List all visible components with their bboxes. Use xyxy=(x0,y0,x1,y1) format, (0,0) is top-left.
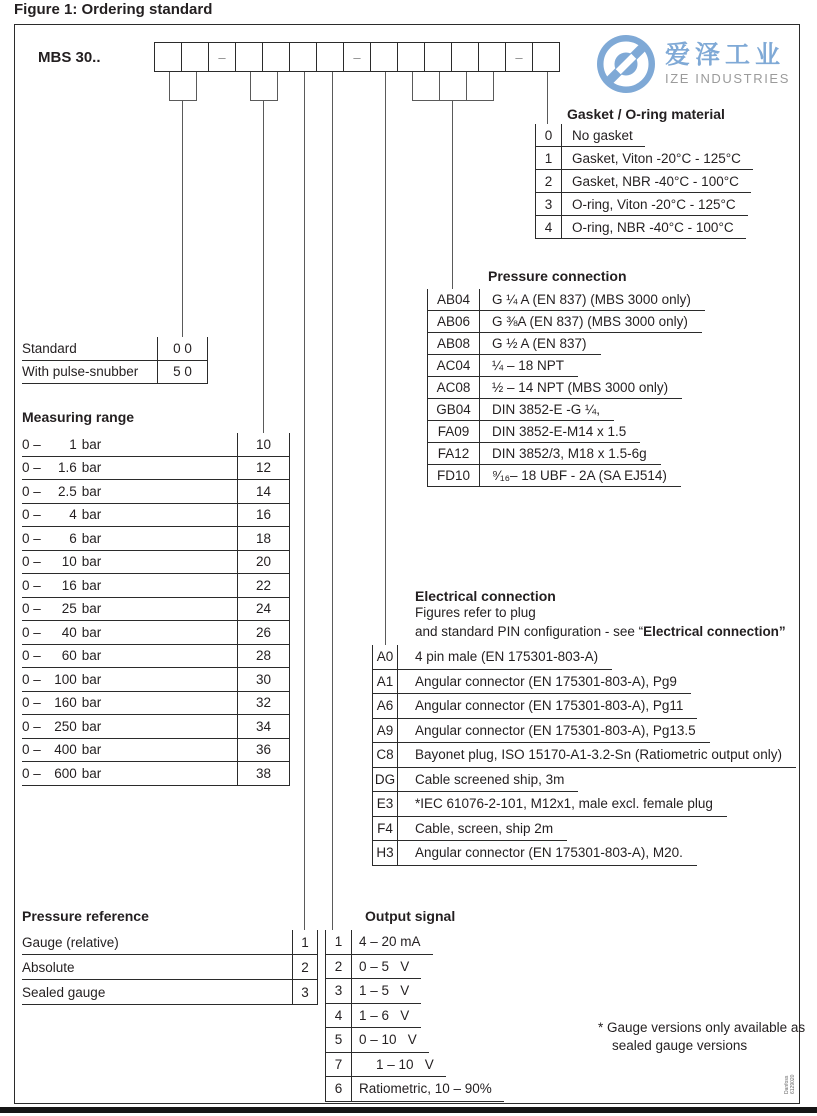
brand-text xyxy=(665,42,790,85)
range-unit: bar xyxy=(81,483,102,499)
range-value: 16 xyxy=(61,577,77,593)
measuring-range-label xyxy=(22,762,237,785)
output-signal-desc: 1 – 6 V xyxy=(352,1004,421,1029)
range-unit: bar xyxy=(81,507,102,523)
measuring-range-label xyxy=(22,433,237,456)
output-signal-code: 2 xyxy=(325,955,352,980)
measuring-range-code: 26 xyxy=(237,621,290,644)
pressure-connection-code: FA12 xyxy=(427,443,480,465)
side-text-line2: 6129020 xyxy=(790,1074,796,1094)
output-signal-code: 6 xyxy=(325,1077,352,1102)
order-code-cell xyxy=(505,42,533,72)
output-signal-desc: 1 – 5 V xyxy=(352,979,421,1004)
measuring-range-label xyxy=(22,692,237,715)
order-code-cell xyxy=(208,42,236,72)
pressure-reference-row xyxy=(22,980,318,1005)
pressure-connection-row xyxy=(427,377,705,399)
standard-label: With pulse-snubber xyxy=(22,364,139,380)
electrical-desc: Angular connector (EN 175301-803-A), Pg9 xyxy=(398,670,691,695)
range-prefix: 0 – xyxy=(22,742,41,758)
measuring-range-row xyxy=(22,551,290,575)
order-code-cell xyxy=(289,42,317,72)
gasket-desc: O-ring, NBR -40°C - 100°C xyxy=(562,216,746,239)
measuring-range-row xyxy=(22,645,290,669)
electrical-desc: Angular connector (EN 175301-803-A), Pg11 xyxy=(398,694,697,719)
ize-logo-icon xyxy=(596,34,656,94)
gasket-row xyxy=(535,147,753,170)
gasket-row xyxy=(535,216,753,239)
output-signal-code: 7 xyxy=(325,1053,352,1078)
range-unit: bar xyxy=(81,671,102,687)
connector-electrical-stem xyxy=(385,72,386,645)
measuring-range-code: 34 xyxy=(237,715,290,738)
range-unit: bar xyxy=(81,436,102,452)
order-code-cell xyxy=(397,42,425,72)
pressure-connection-row xyxy=(427,333,705,355)
range-value: 160 xyxy=(54,695,77,711)
electrical-code: C8 xyxy=(372,743,398,768)
measuring-range-label xyxy=(22,645,237,668)
pressure-reference-label: Gauge (relative) xyxy=(22,934,119,950)
pressure-connection-code: GB04 xyxy=(427,399,480,421)
gasket-row xyxy=(535,193,753,216)
range-prefix: 0 – xyxy=(22,718,41,734)
connector-standard-join xyxy=(169,100,197,101)
range-prefix: 0 – xyxy=(22,554,41,570)
pressure-connection-code: FD10 xyxy=(427,465,480,487)
range-unit: bar xyxy=(81,624,102,640)
gasket-desc: Gasket, NBR -40°C - 100°C xyxy=(562,170,751,193)
pressure-reference-code: 3 xyxy=(292,980,318,1004)
electrical-row xyxy=(372,670,796,695)
electrical-code: H3 xyxy=(372,841,398,866)
order-code-cell xyxy=(316,42,344,72)
standard-table xyxy=(22,337,208,384)
measuring-range-table xyxy=(22,433,290,786)
range-unit: bar xyxy=(81,554,102,570)
connector-pressure-reference-stem xyxy=(304,72,305,930)
range-value: 6 xyxy=(69,530,77,546)
measuring-range-row xyxy=(22,739,290,763)
measuring-range-code: 30 xyxy=(237,668,290,691)
range-value: 1.6 xyxy=(58,460,77,476)
electrical-note-line2: and standard PIN configuration - see “Electrical connection” xyxy=(415,623,786,639)
gasket-code: 0 xyxy=(535,124,562,147)
electrical-desc: Cable, screen, ship 2m xyxy=(398,817,567,842)
range-value: 100 xyxy=(54,671,77,687)
pressure-reference-table xyxy=(22,930,318,1005)
measuring-range-code: 20 xyxy=(237,551,290,574)
electrical-desc: Angular connector (EN 175301-803-A), M20. xyxy=(398,841,697,866)
measuring-range-code: 10 xyxy=(237,433,290,456)
connector-pconn-join xyxy=(412,100,494,101)
electrical-code: A9 xyxy=(372,719,398,744)
output-signal-row xyxy=(325,1028,504,1053)
electrical-row xyxy=(372,817,796,842)
range-prefix: 0 – xyxy=(22,507,41,523)
range-unit: bar xyxy=(81,601,102,617)
standard-row xyxy=(22,361,208,385)
connector-range-right xyxy=(277,72,278,100)
pressure-connection-row xyxy=(427,399,705,421)
output-signal-desc: 1 – 10 V xyxy=(352,1053,446,1078)
electrical-desc: Angular connector (EN 175301-803-A), Pg13.5 xyxy=(398,719,710,744)
output-signal-desc: Ratiometric, 10 – 90% xyxy=(352,1077,504,1102)
output-signal-table xyxy=(325,930,504,1102)
measuring-range-label xyxy=(22,504,237,527)
electrical-desc: Cable screened ship, 3m xyxy=(398,768,578,793)
measuring-range-row xyxy=(22,762,290,786)
output-signal-row xyxy=(325,1004,504,1029)
measuring-range-label xyxy=(22,457,237,480)
order-code-cell xyxy=(532,42,560,72)
brand-name-chinese: 爱泽工业 xyxy=(665,41,786,70)
output-signal-section-title: Output signal xyxy=(365,908,456,924)
measuring-range-row xyxy=(22,668,290,692)
standard-code: 0 0 xyxy=(157,337,208,360)
pressure-connection-desc: ¼ – 18 NPT xyxy=(480,355,578,377)
order-code-cell xyxy=(262,42,290,72)
measuring-range-row xyxy=(22,715,290,739)
pressure-reference-section-title: Pressure reference xyxy=(22,908,149,924)
electrical-code: DG xyxy=(372,768,398,793)
range-unit: bar xyxy=(81,718,102,734)
electrical-code: F4 xyxy=(372,817,398,842)
pressure-connection-table xyxy=(427,289,705,487)
order-code-cell-text: – xyxy=(515,49,523,65)
connector-output-signal-stem xyxy=(332,72,333,930)
pressure-connection-desc: G ⅜A (EN 837) (MBS 3000 only) xyxy=(480,311,702,333)
output-signal-row xyxy=(325,1053,504,1078)
pressure-reference-code: 2 xyxy=(292,955,318,979)
pressure-connection-desc: DIN 3852/3, M18 x 1.5-6g xyxy=(480,443,661,465)
connector-range-left xyxy=(250,72,251,100)
page-bottom-rule xyxy=(0,1107,817,1113)
measuring-range-row xyxy=(22,504,290,528)
measuring-range-label xyxy=(22,715,237,738)
output-signal-desc: 4 – 20 mA xyxy=(352,930,433,955)
measuring-range-row xyxy=(22,692,290,716)
electrical-desc: Bayonet plug, ISO 15170-A1-3.2-Sn (Ratiometric output only) xyxy=(398,743,796,768)
brand-logo xyxy=(596,34,790,94)
gasket-table xyxy=(535,124,753,239)
range-prefix: 0 – xyxy=(22,483,41,499)
pressure-connection-row xyxy=(427,289,705,311)
order-code-cell-text: – xyxy=(218,49,226,65)
measuring-range-row xyxy=(22,457,290,481)
output-signal-desc: 0 – 10 V xyxy=(352,1028,429,1053)
standard-row xyxy=(22,337,208,361)
order-code-cell xyxy=(478,42,506,72)
pressure-reference-row xyxy=(22,930,318,955)
measuring-range-code: 18 xyxy=(237,527,290,550)
pressure-connection-section-title: Pressure connection xyxy=(488,268,627,284)
gasket-code: 2 xyxy=(535,170,562,193)
connector-gasket-stem xyxy=(547,72,548,124)
pressure-connection-row xyxy=(427,443,705,465)
measuring-range-code: 12 xyxy=(237,457,290,480)
connector-pconn-stem xyxy=(452,100,453,289)
range-value: 60 xyxy=(61,648,77,664)
measuring-range-label xyxy=(22,551,237,574)
order-code-cell xyxy=(370,42,398,72)
measuring-range-row xyxy=(22,433,290,457)
pressure-connection-code: AC08 xyxy=(427,377,480,399)
order-code-cell xyxy=(343,42,371,72)
electrical-row xyxy=(372,645,796,670)
output-signal-row xyxy=(325,1077,504,1102)
output-signal-code: 1 xyxy=(325,930,352,955)
side-text-line1: Danfoss xyxy=(784,1075,790,1094)
electrical-code: A6 xyxy=(372,694,398,719)
range-value: 4 xyxy=(69,507,77,523)
range-unit: bar xyxy=(81,695,102,711)
measuring-range-code: 16 xyxy=(237,504,290,527)
order-code-boxes xyxy=(155,42,560,72)
gasket-desc: No gasket xyxy=(562,124,645,147)
brand-name-latin: IZE INDUSTRIES xyxy=(665,70,790,86)
pressure-reference-label: Sealed gauge xyxy=(22,984,106,1000)
measuring-range-row xyxy=(22,527,290,551)
order-code-cell xyxy=(154,42,182,72)
range-prefix: 0 – xyxy=(22,671,41,687)
pressure-connection-code: AB06 xyxy=(427,311,480,333)
measuring-range-row xyxy=(22,598,290,622)
measuring-range-label xyxy=(22,574,237,597)
pressure-reference-code: 1 xyxy=(292,930,318,954)
pressure-connection-desc: DIN 3852-E -G ¼, xyxy=(480,399,614,421)
electrical-desc: *IEC 61076-2-101, M12x1, male excl. female plug xyxy=(398,792,727,817)
range-unit: bar xyxy=(81,530,102,546)
connector-pconn-v4 xyxy=(493,72,494,100)
measuring-range-code: 14 xyxy=(237,480,290,503)
measuring-range-label xyxy=(22,527,237,550)
range-value: 1 xyxy=(69,436,77,452)
output-signal-row xyxy=(325,930,504,955)
range-prefix: 0 – xyxy=(22,460,41,476)
measuring-range-code: 24 xyxy=(237,598,290,621)
pressure-connection-desc: ⁹⁄₁₆– 18 UBF - 2A (SA EJ514) xyxy=(480,465,681,487)
pressure-connection-code: AB04 xyxy=(427,289,480,311)
electrical-row xyxy=(372,792,796,817)
connector-pconn-v3 xyxy=(466,72,467,100)
standard-code: 5 0 xyxy=(157,361,208,384)
output-signal-code: 5 xyxy=(325,1028,352,1053)
gauge-footnote xyxy=(598,1019,805,1055)
order-code-cell xyxy=(451,42,479,72)
document-id-side-text xyxy=(784,1054,796,1094)
gauge-footnote-line1: * Gauge versions only available as xyxy=(598,1020,806,1035)
range-value: 10 xyxy=(61,554,77,570)
electrical-row xyxy=(372,841,796,866)
order-code-cell xyxy=(235,42,263,72)
output-signal-code: 3 xyxy=(325,979,352,1004)
measuring-range-section-title: Measuring range xyxy=(22,409,135,425)
connector-standard-left xyxy=(169,72,170,100)
measuring-range-label xyxy=(22,621,237,644)
pressure-connection-row xyxy=(427,311,705,333)
figure-title: Figure 1: Ordering standard xyxy=(14,1,213,18)
measuring-range-code: 22 xyxy=(237,574,290,597)
gasket-code: 4 xyxy=(535,216,562,239)
range-prefix: 0 – xyxy=(22,577,41,593)
connector-standard-right xyxy=(196,72,197,100)
range-prefix: 0 – xyxy=(22,648,41,664)
connector-pconn-v2 xyxy=(439,72,440,100)
electrical-row xyxy=(372,743,796,768)
measuring-range-code: 36 xyxy=(237,739,290,762)
gasket-code: 1 xyxy=(535,147,562,170)
pressure-connection-desc: G ½ A (EN 837) xyxy=(480,333,601,355)
gasket-desc: Gasket, Viton -20°C - 125°C xyxy=(562,147,753,170)
range-value: 250 xyxy=(54,718,77,734)
pressure-reference-label: Absolute xyxy=(22,959,75,975)
pressure-connection-desc: G ¼ A (EN 837) (MBS 3000 only) xyxy=(480,289,705,311)
electrical-table xyxy=(372,645,796,866)
range-unit: bar xyxy=(81,765,102,781)
connector-range-stem xyxy=(263,100,264,433)
pressure-connection-desc: ½ – 14 NPT (MBS 3000 only) xyxy=(480,377,682,399)
order-code-cell xyxy=(181,42,209,72)
product-code-label: MBS 30.. xyxy=(38,49,101,66)
electrical-code: E3 xyxy=(372,792,398,817)
range-prefix: 0 – xyxy=(22,436,41,452)
range-value: 2.5 xyxy=(58,483,77,499)
pressure-connection-row xyxy=(427,355,705,377)
electrical-row xyxy=(372,694,796,719)
range-prefix: 0 – xyxy=(22,624,41,640)
connector-pconn-v1 xyxy=(412,72,413,100)
range-value: 600 xyxy=(54,765,77,781)
pressure-reference-row xyxy=(22,955,318,980)
gasket-row xyxy=(535,170,753,193)
pressure-connection-row xyxy=(427,421,705,443)
measuring-range-label xyxy=(22,598,237,621)
output-signal-row xyxy=(325,955,504,980)
electrical-desc: 4 pin male (EN 175301-803-A) xyxy=(398,645,612,670)
pressure-connection-code: AC04 xyxy=(427,355,480,377)
gauge-footnote-line2: sealed gauge versions xyxy=(612,1038,748,1053)
measuring-range-code: 38 xyxy=(237,762,290,785)
pressure-connection-row xyxy=(427,465,705,487)
measuring-range-row xyxy=(22,621,290,645)
range-unit: bar xyxy=(81,577,102,593)
output-signal-row xyxy=(325,979,504,1004)
range-prefix: 0 – xyxy=(22,530,41,546)
standard-label: Standard xyxy=(22,340,77,356)
pressure-connection-code: AB08 xyxy=(427,333,480,355)
electrical-code: A1 xyxy=(372,670,398,695)
output-signal-desc: 0 – 5 V xyxy=(352,955,421,980)
measuring-range-row xyxy=(22,480,290,504)
order-code-cell-text: – xyxy=(353,49,361,65)
pressure-connection-desc: DIN 3852-E-M14 x 1.5 xyxy=(480,421,640,443)
electrical-note-line1: Figures refer to plug xyxy=(415,605,536,620)
output-signal-code: 4 xyxy=(325,1004,352,1029)
range-prefix: 0 – xyxy=(22,765,41,781)
measuring-range-row xyxy=(22,574,290,598)
range-unit: bar xyxy=(81,742,102,758)
range-prefix: 0 – xyxy=(22,695,41,711)
electrical-row xyxy=(372,719,796,744)
electrical-note xyxy=(415,604,786,641)
gasket-row xyxy=(535,124,753,147)
order-code-cell xyxy=(424,42,452,72)
electrical-section-title: Electrical connection xyxy=(415,588,556,604)
connector-standard-stem xyxy=(182,100,183,337)
gasket-code: 3 xyxy=(535,193,562,216)
gasket-section-title: Gasket / O-ring material xyxy=(567,106,725,122)
range-prefix: 0 – xyxy=(22,601,41,617)
electrical-code: A0 xyxy=(372,645,398,670)
pressure-connection-code: FA09 xyxy=(427,421,480,443)
measuring-range-label xyxy=(22,739,237,762)
range-value: 25 xyxy=(61,601,77,617)
measuring-range-label xyxy=(22,668,237,691)
measuring-range-code: 32 xyxy=(237,692,290,715)
range-value: 40 xyxy=(61,624,77,640)
measuring-range-label xyxy=(22,480,237,503)
measuring-range-code: 28 xyxy=(237,645,290,668)
range-value: 400 xyxy=(54,742,77,758)
range-unit: bar xyxy=(81,460,102,476)
connector-range-join xyxy=(250,100,278,101)
gasket-desc: O-ring, Viton -20°C - 125°C xyxy=(562,193,748,216)
electrical-row xyxy=(372,768,796,793)
range-unit: bar xyxy=(81,648,102,664)
